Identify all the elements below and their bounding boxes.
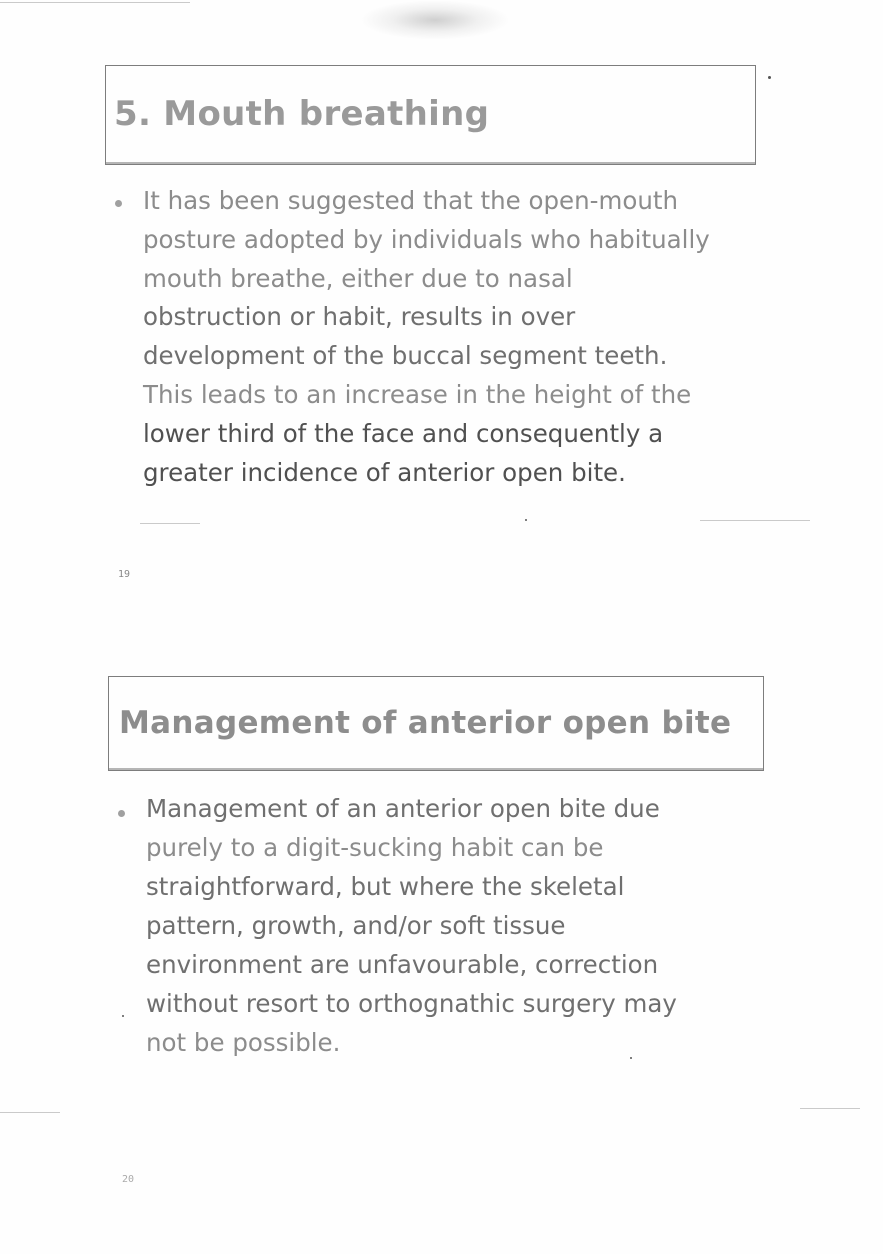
bullet-icon — [118, 810, 125, 817]
paragraph-line: mouth breathe, either due to nasal — [143, 264, 573, 293]
bullet-icon — [115, 200, 122, 207]
scan-artifact-line — [800, 1108, 860, 1109]
paragraph-line: pattern, growth, and/or soft tissue — [146, 911, 566, 940]
paragraph-line: development of the buccal segment teeth. — [143, 341, 668, 370]
page-number: 19 — [118, 569, 131, 580]
scan-artifact-line — [0, 1112, 60, 1113]
paragraph-line: not be possible. — [146, 1028, 341, 1057]
slide-title-box — [108, 676, 764, 771]
paragraph-line: straightforward, but where the skeletal — [146, 872, 625, 901]
page-number: 20 — [122, 1174, 135, 1185]
scan-speck — [768, 76, 771, 79]
paragraph-line: obstruction or habit, results in over — [143, 302, 576, 331]
paragraph-line: Management of an anterior open bite due — [146, 794, 660, 823]
paragraph-line: posture adopted by individuals who habitually — [143, 225, 710, 254]
scan-artifact-line — [140, 523, 200, 524]
scan-artifact-line — [700, 520, 810, 521]
paragraph-line: lower third of the face and consequently a — [143, 419, 664, 448]
paragraph-line: greater incidence of anterior open bite. — [143, 458, 626, 487]
scan-speck — [122, 1015, 124, 1017]
slide-title: Management of anterior open bite — [119, 705, 732, 741]
scan-speck — [525, 519, 527, 521]
paragraph-line: environment are unfavourable, correction — [146, 950, 659, 979]
paragraph-line: purely to a digit-sucking habit can be — [146, 833, 604, 862]
paragraph-line: This leads to an increase in the height of the — [143, 380, 692, 409]
slide-title: 5. Mouth breathing — [114, 94, 490, 134]
scan-artifact-line — [0, 2, 190, 3]
scan-speck — [630, 1057, 632, 1059]
paragraph-line: without resort to orthognathic surgery may — [146, 989, 677, 1018]
paragraph-line: It has been suggested that the open-mouth — [143, 186, 679, 215]
slide-title-box — [105, 65, 756, 165]
scan-smudge — [360, 0, 510, 40]
